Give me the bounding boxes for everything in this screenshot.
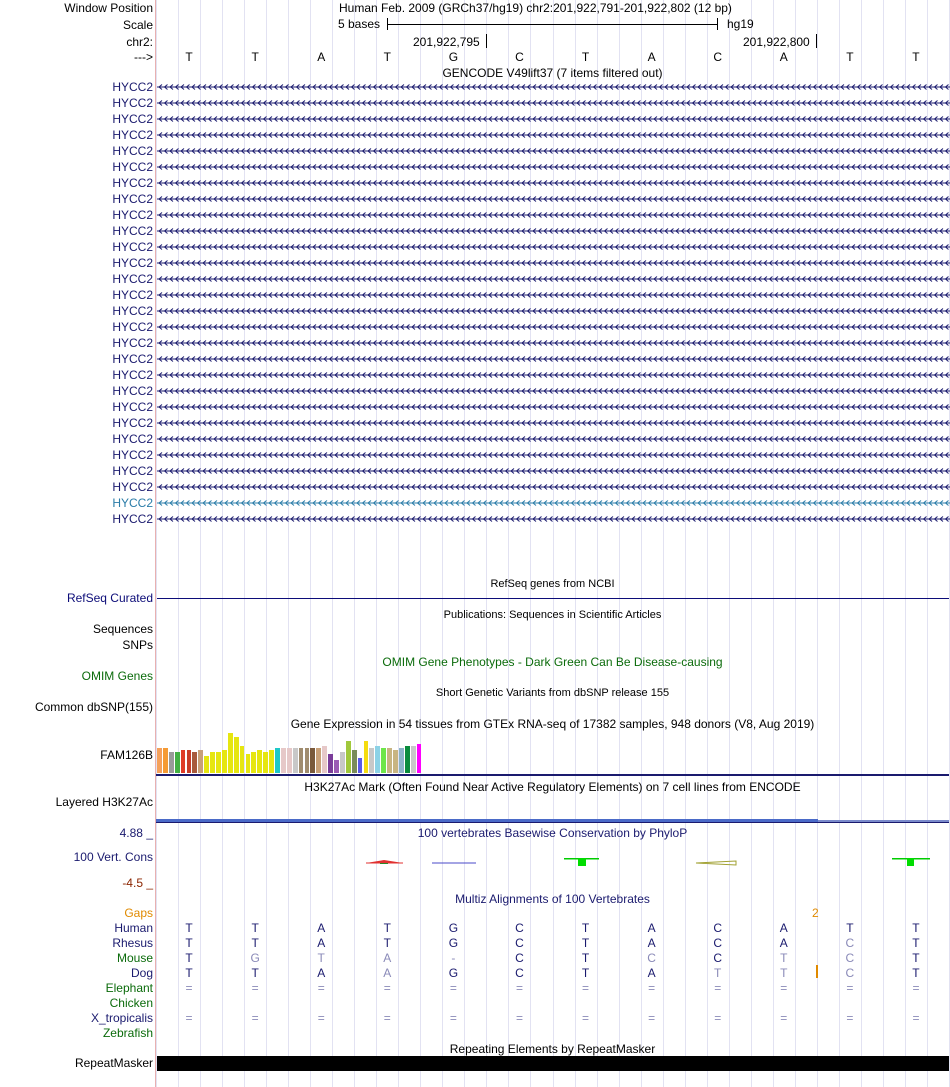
gtex-tissue-bar[interactable] — [334, 760, 339, 773]
refseq-track-title[interactable]: RefSeq genes from NCBI — [490, 578, 615, 590]
gencode-gene-label[interactable]: HYCC2 — [112, 384, 153, 398]
scale-db: hg19 — [727, 17, 754, 31]
phylop-track-title[interactable]: 100 vertebrates Basewise Conservation by PhyloP — [417, 826, 688, 840]
alignment-base: T — [581, 936, 590, 950]
alignment-base: = — [780, 1011, 788, 1025]
gtex-tissue-bar[interactable] — [411, 746, 416, 773]
alignment-base: A — [317, 936, 326, 950]
species-label[interactable]: Dog — [130, 966, 153, 980]
gtex-tissue-bar[interactable] — [240, 746, 245, 773]
alignment-base: T — [185, 936, 193, 950]
gtex-tissue-bar[interactable] — [369, 748, 374, 773]
gencode-transcript[interactable] — [157, 371, 950, 379]
gencode-gene-label[interactable]: HYCC2 — [112, 336, 153, 350]
gencode-gene-label[interactable]: HYCC2 — [112, 96, 153, 110]
gencode-gene-label[interactable]: HYCC2 — [112, 416, 153, 430]
publications-snps-label[interactable]: SNPs — [122, 638, 153, 652]
gencode-gene-label[interactable]: HYCC2 — [112, 368, 153, 382]
gencode-gene-label[interactable]: HYCC2 — [112, 352, 153, 366]
gtex-tissue-bar[interactable] — [405, 746, 410, 773]
gencode-gene-label[interactable]: HYCC2 — [112, 480, 153, 494]
gencode-track-title[interactable]: GENCODE V49lift37 (7 items filtered out) — [442, 66, 663, 80]
alignment-base: = — [714, 1011, 722, 1025]
alignment-base: T — [912, 936, 920, 950]
gencode-gene-label[interactable]: HYCC2 — [112, 496, 153, 510]
alignment-base: A — [317, 921, 326, 935]
gencode-gene-label[interactable]: HYCC2 — [112, 192, 153, 206]
gencode-gene-label[interactable]: HYCC2 — [112, 400, 153, 414]
alignment-base: = — [648, 981, 656, 995]
species-label[interactable]: Human — [114, 921, 153, 935]
gencode-transcript[interactable] — [157, 419, 950, 427]
window-position-label: Window Position — [64, 1, 153, 15]
phylop-wiggle[interactable] — [156, 850, 949, 874]
alignment-base: A — [647, 921, 656, 935]
base-letter: A — [317, 50, 326, 64]
omim-label[interactable]: OMIM Genes — [81, 669, 153, 683]
refseq-label[interactable]: RefSeq Curated — [66, 591, 153, 605]
alignment-base: = — [582, 1011, 590, 1025]
gtex-tissue-bar[interactable] — [287, 748, 292, 773]
gtex-gene-label[interactable]: FAM126B — [100, 748, 153, 762]
gencode-transcript[interactable] — [157, 131, 950, 139]
alignment-base: G — [250, 951, 260, 965]
gencode-gene-label[interactable]: HYCC2 — [112, 448, 153, 462]
phylop-label[interactable]: 100 Vert. Cons — [73, 850, 153, 864]
gtex-tissue-bar[interactable] — [204, 756, 209, 773]
alignment-base: = — [648, 1011, 656, 1025]
alignment-base: = — [449, 981, 457, 995]
alignment-base: - — [451, 951, 456, 965]
gtex-tissue-bar[interactable] — [281, 748, 286, 773]
gencode-transcript[interactable] — [157, 499, 950, 507]
omim-track-title[interactable]: OMIM Gene Phenotypes - Dark Green Can Be Disease-causing — [382, 655, 723, 669]
gtex-tissue-bar[interactable] — [157, 748, 162, 773]
gencode-gene-label[interactable]: HYCC2 — [112, 160, 153, 174]
alignment-base: = — [383, 1011, 391, 1025]
alignment-base: = — [846, 1011, 854, 1025]
base-letter: C — [515, 50, 524, 64]
alignment-base: T — [846, 921, 854, 935]
alignment-base: C — [515, 966, 524, 980]
base-letter: T — [185, 50, 193, 64]
refseq-gene-line[interactable] — [157, 598, 949, 599]
alignment-base: = — [846, 981, 854, 995]
gtex-tissue-bar[interactable] — [181, 750, 186, 773]
alignment-base: = — [251, 981, 259, 995]
gencode-transcript[interactable] — [157, 291, 950, 299]
repeatmasker-element[interactable] — [157, 1056, 949, 1071]
gencode-transcript[interactable] — [157, 467, 950, 475]
base-letter: C — [713, 50, 723, 64]
gtex-tissue-bar[interactable] — [375, 746, 380, 773]
coord-left-tick — [486, 34, 487, 48]
gencode-gene-label[interactable]: HYCC2 — [112, 432, 153, 446]
alignment-base: G — [448, 936, 459, 950]
gaps-label: Gaps — [124, 906, 153, 920]
alignment-base: C — [515, 936, 524, 950]
gencode-gene-label[interactable]: HYCC2 — [112, 256, 153, 270]
gtex-tissue-bar[interactable] — [216, 752, 221, 773]
gencode-transcript[interactable] — [157, 227, 950, 235]
gap-count: 2 — [812, 906, 819, 920]
gencode-transcript[interactable] — [157, 451, 950, 459]
gtex-tissue-bar[interactable] — [251, 752, 256, 773]
gtex-tissue-bar[interactable] — [393, 750, 398, 773]
alignment-base: A — [779, 936, 788, 950]
repeatmasker-track-title[interactable]: Repeating Elements by RepeatMasker — [449, 1042, 656, 1056]
gtex-tissue-bar[interactable] — [293, 748, 298, 773]
gtex-tissue-bar[interactable] — [316, 748, 321, 773]
alignment-base: G — [448, 921, 459, 935]
gtex-tissue-bar[interactable] — [192, 752, 197, 773]
publications-track-title[interactable]: Publications: Sequences in Scientific Articles — [443, 609, 662, 621]
species-label[interactable]: Elephant — [105, 981, 153, 995]
alignment-base: T — [251, 921, 259, 935]
gencode-gene-label[interactable]: HYCC2 — [112, 208, 153, 222]
alignment-base: T — [251, 936, 259, 950]
coord-right-tick — [816, 34, 817, 48]
alignment-base: T — [383, 936, 391, 950]
phylop-min-label: -4.5 _ — [122, 876, 153, 890]
species-label[interactable]: X_tropicalis — [90, 1011, 153, 1025]
base-letter: A — [647, 50, 656, 64]
gtex-tissue-bar[interactable] — [399, 748, 404, 773]
h3k27ac-label[interactable]: Layered H3K27Ac — [55, 795, 153, 809]
alignment-base: T — [912, 951, 920, 965]
base-letter: T — [912, 50, 920, 64]
alignment-base: A — [647, 966, 656, 980]
phylop-small-peak — [696, 861, 736, 865]
alignment-base: T — [581, 966, 590, 980]
gencode-transcript[interactable] — [157, 275, 950, 283]
gtex-tissue-bar[interactable] — [299, 748, 304, 773]
gencode-gene-label[interactable]: HYCC2 — [112, 272, 153, 286]
multiz-track-title[interactable]: Multiz Alignments of 100 Vertebrates — [455, 892, 650, 906]
alignment-base: C — [713, 921, 723, 935]
gtex-baseline — [156, 774, 949, 776]
alignment-base: = — [515, 981, 523, 995]
coord-left: 201,922,795 — [413, 35, 480, 49]
gencode-gene-label[interactable]: HYCC2 — [112, 128, 153, 142]
alignment-base: = — [251, 1011, 259, 1025]
alignment-base: T — [714, 966, 722, 980]
gencode-gene-label[interactable]: HYCC2 — [112, 320, 153, 334]
alignment-base: A — [779, 921, 788, 935]
alignment-base: T — [317, 951, 325, 965]
gtex-tissue-bar[interactable] — [169, 752, 174, 773]
gtex-tissue-bar[interactable] — [257, 750, 262, 773]
gencode-gene-label[interactable]: HYCC2 — [112, 512, 153, 526]
alignment-base: = — [780, 981, 788, 995]
dbsnp-track-title[interactable]: Short Genetic Variants from dbSNP release 155 — [435, 687, 670, 699]
alignment-base: C — [845, 936, 855, 950]
strand-label: ---> — [134, 50, 153, 64]
alignment-base: T — [251, 966, 259, 980]
gencode-transcript[interactable] — [157, 83, 950, 91]
alignment-base: T — [185, 951, 193, 965]
alignment-base: A — [647, 936, 656, 950]
gencode-transcript[interactable] — [157, 355, 950, 363]
alignment-base: T — [581, 951, 590, 965]
gencode-gene-label[interactable]: HYCC2 — [112, 176, 153, 190]
alignment-base: = — [912, 981, 920, 995]
gtex-tissue-bar[interactable] — [381, 748, 386, 773]
gencode-transcript[interactable] — [157, 211, 950, 219]
gtex-tissue-bar[interactable] — [417, 744, 422, 773]
gencode-transcript[interactable] — [157, 99, 950, 107]
base-letter: T — [581, 50, 590, 64]
chrom-label: chr2: — [126, 35, 153, 49]
gtex-tissue-bar[interactable] — [187, 750, 192, 773]
alignment-base: C — [713, 951, 723, 965]
gtex-tissue-bar[interactable] — [269, 750, 274, 773]
gencode-gene-label[interactable]: HYCC2 — [112, 304, 153, 318]
alignment-base: C — [713, 936, 723, 950]
alignment-base: = — [582, 981, 590, 995]
alignment-base: C — [647, 951, 656, 965]
gtex-tissue-bar[interactable] — [328, 754, 333, 773]
gencode-transcript[interactable] — [157, 259, 950, 267]
gtex-tissue-bar[interactable] — [228, 733, 233, 773]
gencode-transcript[interactable] — [157, 195, 950, 203]
gtex-tissue-bar[interactable] — [364, 741, 369, 773]
base-letter: T — [846, 50, 854, 64]
gencode-gene-label[interactable]: HYCC2 — [112, 112, 153, 126]
species-label[interactable]: Rhesus — [112, 936, 153, 950]
gtex-tissue-bar[interactable] — [163, 748, 168, 773]
alignment-base: T — [581, 921, 590, 935]
gtex-tissue-bar[interactable] — [322, 746, 327, 773]
repeatmasker-label[interactable]: RepeatMasker — [74, 1056, 153, 1070]
scale-text: 5 bases — [338, 17, 381, 31]
h3k27ac-track-title[interactable]: H3K27Ac Mark (Often Found Near Active Regulatory Elements) on 7 cell lines from ENCODE — [304, 780, 801, 794]
gtex-tissue-bar[interactable] — [387, 748, 392, 773]
alignment-base: C — [515, 921, 524, 935]
gencode-transcript[interactable] — [157, 147, 950, 155]
gencode-transcript[interactable] — [157, 115, 950, 123]
phylop-max-label: 4.88 _ — [119, 826, 153, 840]
gencode-transcript[interactable] — [157, 403, 950, 411]
gencode-gene-label[interactable]: HYCC2 — [112, 288, 153, 302]
gencode-transcript[interactable] — [157, 387, 950, 395]
gencode-transcript[interactable] — [157, 243, 950, 251]
gencode-transcript[interactable] — [157, 515, 950, 523]
gtex-tissue-bar[interactable] — [346, 741, 351, 773]
alignment-base: A — [317, 966, 326, 980]
gtex-tissue-bar[interactable] — [175, 752, 180, 773]
alignment-base: C — [845, 951, 855, 965]
alignment-base: = — [912, 1011, 920, 1025]
gencode-transcript[interactable] — [157, 435, 950, 443]
gtex-track-title[interactable]: Gene Expression in 54 tissues from GTEx RNA-seq of 17382 samples, 948 donors (V8, Aug 2019) — [290, 717, 815, 731]
base-letter: G — [448, 50, 459, 64]
alignment-base: A — [383, 951, 392, 965]
alignment-base: = — [185, 1011, 193, 1025]
gencode-transcript[interactable] — [157, 483, 950, 491]
base-letter: T — [383, 50, 391, 64]
gtex-tissue-bar[interactable] — [222, 750, 227, 773]
alignment-base: T — [185, 921, 193, 935]
alignment-base: = — [515, 1011, 523, 1025]
gencode-gene-label[interactable]: HYCC2 — [112, 464, 153, 478]
gtex-tissue-bar[interactable] — [305, 748, 310, 773]
dbsnp-label[interactable]: Common dbSNP(155) — [34, 700, 153, 714]
alignment-base: = — [317, 981, 325, 995]
species-label[interactable]: Zebrafish — [102, 1026, 153, 1040]
alignment-base: G — [448, 966, 459, 980]
gtex-tissue-bar[interactable] — [310, 748, 315, 773]
gtex-tissue-bar[interactable] — [340, 752, 345, 773]
assembly-position-text: Human Feb. 2009 (GRCh37/hg19) chr2:201,922,791-201,922,802 (12 bp) — [339, 1, 732, 15]
gtex-tissue-bar[interactable] — [358, 758, 363, 773]
species-label[interactable]: Mouse — [116, 951, 153, 965]
gencode-transcript[interactable] — [157, 307, 950, 315]
alignment-base: T — [383, 921, 391, 935]
gencode-transcript[interactable] — [157, 163, 950, 171]
alignment-base: = — [383, 981, 391, 995]
gencode-gene-label[interactable]: HYCC2 — [112, 80, 153, 94]
alignment-base: T — [912, 966, 920, 980]
gtex-tissue-bar[interactable] — [234, 737, 239, 773]
alignment-base: T — [185, 966, 193, 980]
species-label[interactable]: Chicken — [109, 996, 153, 1010]
gtex-tissue-bar[interactable] — [246, 754, 251, 773]
gtex-tissue-bar[interactable] — [275, 748, 280, 773]
alignment-base: T — [780, 966, 788, 980]
gtex-tissue-bar[interactable] — [263, 752, 268, 773]
coord-right: 201,922,800 — [743, 35, 810, 49]
gtex-tissue-bar[interactable] — [198, 750, 203, 773]
gtex-tissue-bar[interactable] — [352, 750, 357, 773]
gencode-gene-label[interactable]: HYCC2 — [112, 240, 153, 254]
gencode-transcript[interactable] — [157, 323, 950, 331]
alignment-base: C — [515, 951, 524, 965]
h3k27ac-baseline — [156, 822, 949, 823]
gencode-transcript[interactable] — [157, 179, 950, 187]
publications-sequences-label[interactable]: Sequences — [92, 622, 153, 636]
alignment-base: = — [317, 1011, 325, 1025]
alignment-base: C — [845, 966, 855, 980]
gtex-tissue-bar[interactable] — [210, 752, 215, 773]
gencode-transcript[interactable] — [157, 339, 950, 347]
alignment-base: T — [780, 951, 788, 965]
scale-bar — [387, 18, 718, 30]
gencode-gene-label[interactable]: HYCC2 — [112, 144, 153, 158]
base-letter: A — [779, 50, 788, 64]
alignment-base: = — [714, 981, 722, 995]
base-letter: T — [251, 50, 259, 64]
alignment-base: A — [383, 966, 392, 980]
gencode-gene-label[interactable]: HYCC2 — [112, 224, 153, 238]
alignment-base: T — [912, 921, 920, 935]
alignment-base: = — [185, 981, 193, 995]
alignment-base: = — [449, 1011, 457, 1025]
scale-label: Scale — [122, 18, 153, 32]
